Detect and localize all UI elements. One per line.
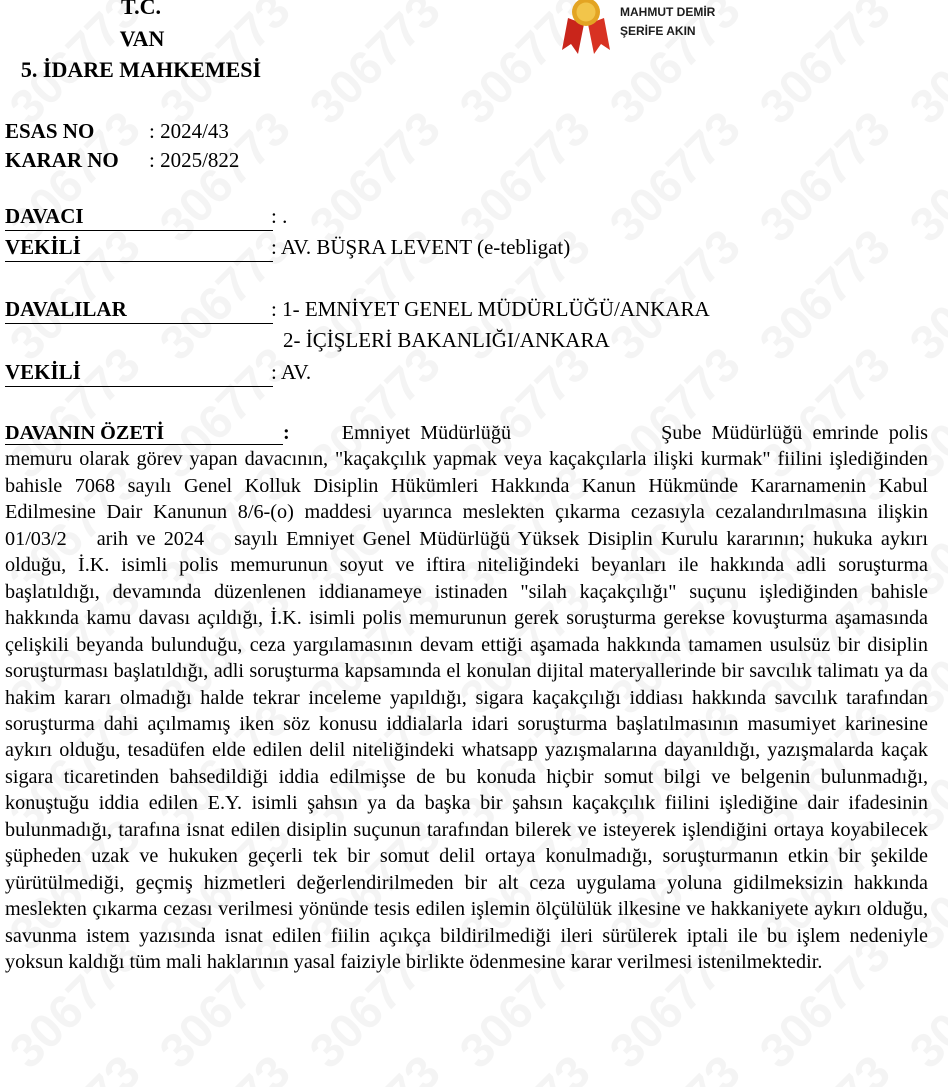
davaci-label: DAVACI xyxy=(5,203,273,231)
watermark-text xyxy=(0,1026,170,1087)
vekili-value: : AV. BÜŞRA LEVENT (e-tebligat) xyxy=(271,235,571,259)
summary-part-1: Emniyet Müdürlüğü xyxy=(341,422,512,444)
case-summary xyxy=(5,420,928,976)
davalilar-label: DAVALILAR xyxy=(5,296,273,324)
vekili-davalilar-label: VEKİLİ xyxy=(5,359,273,387)
davalilar-value-2: 2- İÇİŞLERİ BAKANLIĞI/ANKARA xyxy=(283,328,610,352)
summary-colon: : xyxy=(283,422,290,444)
watermark-text xyxy=(580,1026,770,1087)
watermark-text xyxy=(280,1026,470,1087)
watermark-text xyxy=(730,82,920,272)
summary-part-2: Şube Müdürlüğü emrinde polis memuru olarak görev yapan davacının, "kaçakçılık yapmak veya kaçakçılarla ilişki kurmak" fiilini işlediğinden bahisle 7068 sayılı Genel Kolluk Disiplin Hükümleri Hakkında Kanun Hükmünde Kararnamenin Kabul Edilmesine Dair Kanunun 8/6-(o) maddesi uyarınca meslekten çıkarma cezasıyla cezalandırılmasına ilişkin 01/03/2 xyxy=(5,422,928,550)
watermark-text xyxy=(430,200,620,390)
watermark-text xyxy=(130,1026,320,1087)
watermark-text xyxy=(730,1026,920,1087)
signer-1: MAHMUT DEMİR xyxy=(620,5,716,19)
signer-2: ŞERİFE AKIN xyxy=(620,24,696,38)
esas-value: : 2024/43 xyxy=(149,119,229,143)
watermark-text xyxy=(580,200,770,390)
seal-ribbon-icon xyxy=(556,0,616,56)
watermark-text xyxy=(430,1026,620,1087)
davaci-value: : . xyxy=(271,204,288,228)
watermark-text xyxy=(280,0,470,154)
watermark-text xyxy=(580,82,770,272)
signers-block xyxy=(620,3,715,41)
davalilar-value-1: : 1- EMNİYET GENEL MÜDÜRLÜĞÜ/ANKARA xyxy=(271,297,710,321)
header-court: 5. İDARE MAHKEMESİ xyxy=(20,57,262,82)
watermark-text xyxy=(880,1026,948,1087)
watermark-text xyxy=(730,0,920,154)
karar-label: KARAR NO xyxy=(5,148,119,172)
watermark-text xyxy=(880,0,948,154)
watermark-text xyxy=(880,82,948,272)
vekili-davalilar-value: : AV. xyxy=(271,360,312,384)
summary-part-4: sayılı Emniyet Genel Müdürlüğü Yüksek Disiplin Kurulu kararının; hukuka aykırı olduğu, İ.K. isimli polis memurunun soyut ve iftira niteliğindeki beyanları ile hakkında adli soruşturma başlatıldığı, devamında düzenlenen iddianameye istinaden "silah kaçakçılığı" suçunu işlediğinden bahisle hakkında kamu davası açıldığı, İ.K. isimli polis memurunun gerek soruşturma gerekse kovuşturma aşamasında çelişkili beyanda bulunduğu, ceza yargılamasının devam ettiği aşamada hakkında tamamen usulsüz bir disiplin soruşturması başlatıldığı, adli soruşturma kapsamında el konulan dijital materyallerinde bir savcılık talimatı ya da hakim kararı olmadığı halde tekrar inceleme yapıldığı, sigara kaçakçılığı iddiası hakkında savcılık tarafından soruşturma dahi açılmamış iken söz konusu iddialarla idari soruşturma başlatılmasının masumiyet karinesine aykırı olduğu, tesadüfen elde edilen delil niteliğindeki whatsapp yazışmalarına dayanıldığı, yazışmalarda kaçak sigara ticaretinden bahsedildiği iddia edilmişse de bu konuda hiçbir somut bilgi ve belgenin bulunmadığı, konuştuğu iddia edilen E.Y. isimli şahsın ya da başka bir şahsın kaçakçılık fiilini işlediğine dair ifadesinin bulunmadığı, tarafına isnat edilen disiplin suçunun tarafından bilerek ve isteyerek işlendiğini ortaya koyabilecek şüpheden uzak ve hukuken geçerli tek bir somut delil ortaya konulmadığı, soruşturmanın etkin bir şekilde yürütülmediği, geçmiş hizmetleri değerlendirilmeden bir alt ceza uygulama yoluna gidilmeksizin hakkında meslekten çıkarma cezası verilmesi yönünde tesis edilen işlemin ölçülülük ilkesine ve hakkaniyete aykırı olduğu, savunma istem yazısında isnat edilen fiilin açıkça bildirilmediği ileri sürülerek iptali ile bu işlem nedeniyle yoksun kaldığı tüm mali haklarının yasal faiziyle birlikte ödenmesine karar verilmesi istenilmektedir. xyxy=(5,527,928,974)
watermark-text xyxy=(730,200,920,390)
header-city: VAN xyxy=(119,26,165,51)
header-tc: T.C. xyxy=(121,0,161,19)
watermark-text xyxy=(880,200,948,390)
esas-label: ESAS NO xyxy=(5,119,95,143)
vekili-label: VEKİLİ xyxy=(5,234,273,262)
karar-value: : 2025/822 xyxy=(149,148,240,172)
summary-part-3: arih ve 2024 xyxy=(96,527,205,550)
summary-label: DAVANIN ÖZETİ xyxy=(5,422,283,445)
